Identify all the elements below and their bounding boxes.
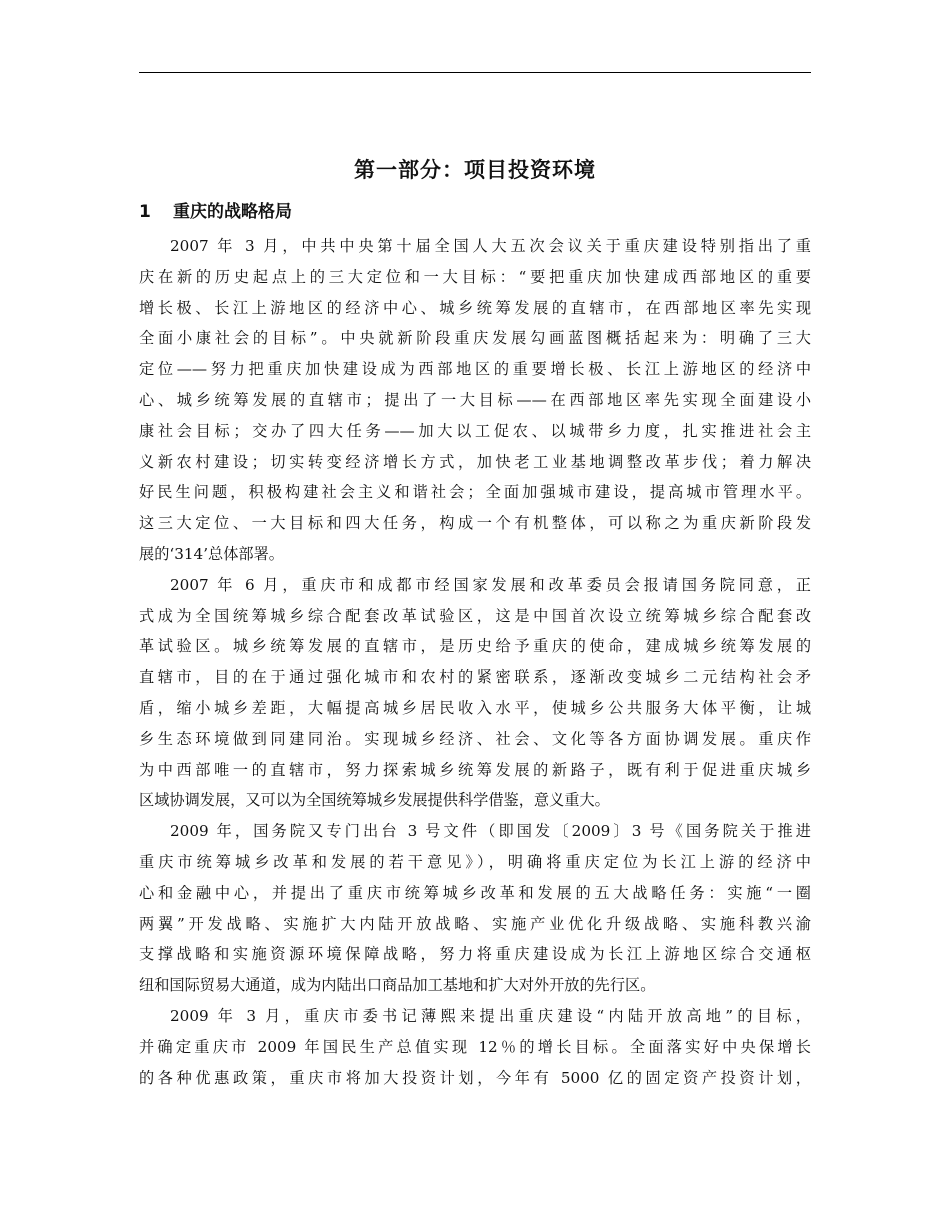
paragraph-line: 两翼”开发战略、实施扩大内陆开放战略、实施产业优化升级战略、实施科教兴渝 bbox=[139, 914, 811, 933]
paragraph-line: 全面小康社会的目标”。中央就新阶段重庆发展勾画蓝图概括起来为：明确了三大 bbox=[139, 329, 811, 348]
body-text bbox=[139, 231, 811, 1093]
paragraph-line: 庆在新的历史起点上的三大定位和一大目标：“要把重庆加快建成西部地区的重要 bbox=[139, 267, 811, 286]
section-number: 1 bbox=[139, 202, 151, 222]
paragraph bbox=[139, 570, 811, 816]
paragraph-line: 2007 年 3 月，中共中央第十届全国人大五次会议关于重庆建设特别指出了重 bbox=[170, 237, 811, 255]
section-title: 重庆的战略格局 bbox=[173, 202, 292, 222]
paragraph-line: 重庆市统筹城乡改革和发展的若干意见》），明确将重庆定位为长江上游的经济中 bbox=[139, 852, 811, 871]
paragraph-line: 并确定重庆市 2009 年国民生产总值实现 12％的增长目标。全面落实好中央保增长 bbox=[139, 1037, 811, 1056]
paragraph-line: 为中西部唯一的直辖市，努力探索城乡统筹发展的新路子，既有利于促进重庆城乡 bbox=[139, 760, 811, 779]
section-heading bbox=[139, 198, 292, 226]
paragraph-line: 增长极、长江上游地区的经济中心、城乡统筹发展的直辖市，在西部地区率先实现 bbox=[139, 298, 811, 317]
paragraph-line: 展的‘314’总体部署。 bbox=[139, 544, 284, 563]
paragraph-line: 这三大定位、一大目标和四大任务，构成一个有机整体，可以称之为重庆新阶段发 bbox=[139, 514, 811, 533]
paragraph-line: 2009 年 3 月，重庆市委书记薄熙来提出重庆建设“内陆开放高地”的目标， bbox=[170, 1006, 811, 1025]
paragraph-line: 区域协调发展，又可以为全国统筹城乡发展提供科学借鉴，意义重大。 bbox=[139, 791, 610, 810]
paragraph-line: 式成为全国统筹城乡综合配套改革试验区，这是中国首次设立统筹城乡综合配套改 bbox=[139, 606, 811, 625]
paragraph-line: 心、城乡统筹发展的直辖市；提出了一大目标——在西部地区率先实现全面建设小 bbox=[139, 390, 811, 409]
part-title: 第一部分：项目投资环境 bbox=[354, 158, 596, 182]
paragraph-line: 好民生问题，积极构建社会主义和谐社会；全面加强城市建设，提高城市管理水平。 bbox=[139, 483, 811, 502]
paragraph bbox=[139, 816, 811, 1001]
paragraph-line: 纽和国际贸易大通道，成为内陆出口商品加工基地和扩大对外开放的先行区。 bbox=[139, 976, 656, 995]
paragraph-line: 直辖市，目的在于通过强化城市和农村的紧密联系，逐渐改变城乡二元结构社会矛 bbox=[139, 668, 811, 687]
paragraph-line: 义新农村建设；切实转变经济增长方式，加快老工业基地调整改革步伐；着力解决 bbox=[139, 452, 811, 471]
paragraph-line: 心和金融中心，并提出了重庆市统筹城乡改革和发展的五大战略任务：实施“一圈 bbox=[139, 883, 811, 902]
paragraph-line: 革试验区。城乡统筹发展的直辖市，是历史给予重庆的使命，建成城乡统筹发展的 bbox=[139, 637, 811, 656]
paragraph-line: 支撑战略和实施资源环境保障战略，努力将重庆建设成为长江上游地区综合交通枢 bbox=[139, 945, 811, 964]
paragraph-line: 的各种优惠政策，重庆市将加大投资计划，今年有 5000 亿的固定资产投资计划， bbox=[139, 1068, 811, 1087]
paragraph-line: 定位——努力把重庆加快建设成为西部地区的重要增长极、长江上游地区的经济中 bbox=[139, 360, 811, 379]
paragraph bbox=[139, 1001, 811, 1093]
header-rule bbox=[139, 72, 811, 73]
paragraph-line: 盾，缩小城乡差距，大幅提高城乡居民收入水平，使城乡公共服务大体平衡，让城 bbox=[139, 698, 811, 717]
paragraph-line: 康社会目标；交办了四大任务——加大以工促农、以城带乡力度，扎实推进社会主 bbox=[139, 421, 811, 440]
paragraph-line: 乡生态环境做到同建同治。实现城乡经济、社会、文化等各方面协调发展。重庆作 bbox=[139, 729, 811, 748]
paragraph bbox=[139, 231, 811, 570]
paragraph-line: 2009 年，国务院又专门出台 3 号文件（即国发〔2009〕3 号《国务院关于推进 bbox=[170, 822, 811, 841]
paragraph-line: 2007 年 6 月，重庆市和成都市经国家发展和改革委员会报请国务院同意，正 bbox=[170, 575, 811, 594]
